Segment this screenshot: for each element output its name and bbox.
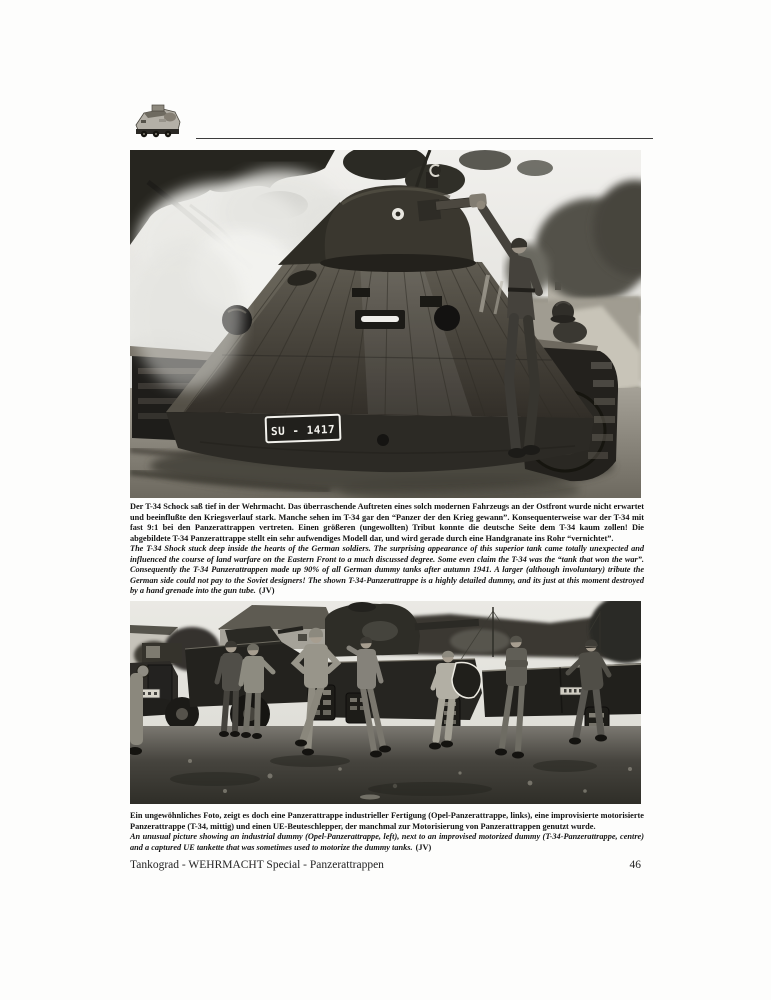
caption1-credit: (JV) [258, 586, 275, 595]
photo-soldiers-dummy-tanks [130, 601, 641, 804]
caption1-english [130, 544, 644, 597]
caption2-english [130, 832, 644, 853]
photo-t34-dummy-tank [130, 150, 641, 498]
dummy-tank-logo-icon [129, 102, 187, 140]
caption2-english-text: An unusual picture showing an industrial dummy (Opel-Panzerattrappe, left), next to an improvised motorized dummy (T-34-Panzerattrappe, centre) and a captured UE tankette that was sometimes used to motorize the dummy tanks. [130, 832, 644, 852]
smoke-foreground [133, 240, 243, 390]
soldier-partial-left [130, 673, 143, 755]
hand [477, 201, 486, 210]
footer-series-title: Tankograd - WEHRMACHT Special - Panzerattrappen [130, 859, 384, 871]
license-plate [266, 415, 341, 443]
caption1-english-text: The T-34 Shock stuck deep inside the hearts of the German soldiers. The surprising appearance of this superior tank came totally unexpected and influenced the course of land warfare on the Eastern Front to a much discussed degree. Some even claim the T-34 was the “tank that won the war”. Consequently the T-34 Panzerattrappen made up 90% of all German dummy tanks after autumn 1941. A larger (although involuntary) tribute the German side could not pay to the Soviet designers! The shown T-34-Panzerattrappe is a highly detailed dummy, and its just at this moment destroyed by a hand grenade into the gun tube. [130, 544, 644, 595]
license-plate-text: SU - 1417 [270, 422, 336, 439]
caption1-german: Der T-34 Schock saß tief in der Wehrmacht. Das überraschende Auftreten eines solch modernen Fahrzeugs an der Ostfront wurde nicht erwartet und beeinflußte den Kriegsverlauf stark. Manche sehen im T-34 gar den “Panzer der den Krieg gewann”. Konsequenterweise war der T-34 mit fast 9:1 bei den Panzerattrappen vertreten. Einen größeren (ungewollten) Tribut konnte die deutsche Seite dem T-34 kaum zollen! Die abgebildete T-34 Panzerattrappe stellt ein sehr aufwendiges Modell dar, und wird gerade durch eine Handgranate ins Rohr “vernichtet”. [130, 502, 644, 543]
header-rule [196, 138, 653, 139]
dark-tarp [452, 663, 481, 698]
logo-vehicle [136, 105, 180, 137]
caption2-credit: (JV) [415, 842, 432, 852]
caption-photo2 [130, 811, 644, 853]
page-footer [130, 859, 641, 871]
caption2-german: Ein ungewöhnliches Foto, zeigt es doch eine Panzerattrappe industrieller Fertigung (Opel-Panzerattrappe, links), eine improvisierte motorisierte Panzerattrappe (T-34, mittig) und einen UE-Beuteschlepper, der manchmal zur Motorisierung von Panzerattrappen genutzt wurde. [130, 811, 644, 831]
caption-photo1 [130, 502, 644, 597]
footer-page-number: 46 [629, 859, 641, 871]
